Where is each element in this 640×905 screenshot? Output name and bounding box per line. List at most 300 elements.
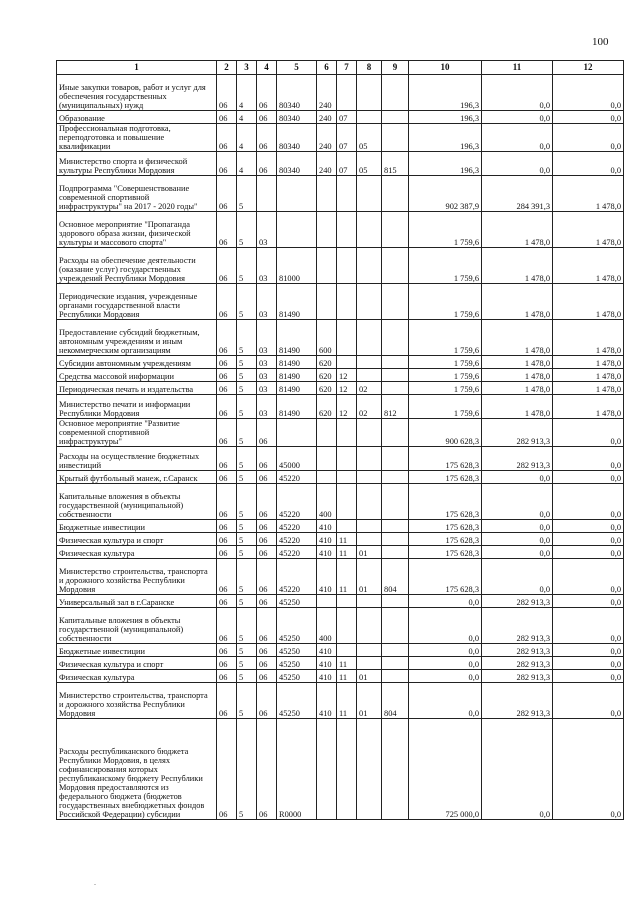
amount-cell: 0,0 [409,644,482,657]
table-row [57,419,624,447]
amount-cell: 1 759,6 [409,395,482,419]
row-name-cell: Основное мероприятие "Пропаганда здорового образа жизни, физической культуры и массового спорта" [57,212,217,248]
table-row [57,683,624,719]
amount-cell: 1 759,6 [409,320,482,356]
amount-cell: 1 478,0 [482,395,553,419]
code-cell [357,356,382,369]
amount-cell: 0,0 [553,595,624,608]
code-cell: 80340 [277,111,317,124]
amount-cell: 282 913,3 [482,670,553,683]
code-cell: 80340 [277,75,317,111]
row-name-cell: Физическая культура [57,670,217,683]
amount-cell: 175 628,3 [409,471,482,484]
code-cell [382,419,409,447]
code-cell: 5 [237,533,257,546]
code-cell: 815 [382,152,409,176]
code-cell [317,212,337,248]
code-cell [382,382,409,395]
code-cell [382,284,409,320]
amount-cell: 725 000,0 [409,719,482,820]
code-cell: 5 [237,382,257,395]
code-cell: 5 [237,284,257,320]
table-row [57,719,624,820]
budget-table [56,60,624,820]
code-cell [357,284,382,320]
column-header: 9 [382,61,409,75]
amount-cell: 175 628,3 [409,533,482,546]
code-cell: 03 [257,395,277,419]
amount-cell: 1 478,0 [482,356,553,369]
code-cell: 06 [217,369,237,382]
code-cell: 06 [217,683,237,719]
row-name-cell: Расходы на обеспечение деятельности (оказание услуг) государственных учреждений Республики Мордовия [57,248,217,284]
code-cell [382,657,409,670]
table-row [57,111,624,124]
code-cell: 240 [317,75,337,111]
amount-cell: 0,0 [553,608,624,644]
code-cell: 5 [237,670,257,683]
code-cell: 06 [217,284,237,320]
table-row [57,484,624,520]
table-row [57,176,624,212]
code-cell: 11 [337,657,357,670]
code-cell [382,533,409,546]
code-cell [382,595,409,608]
amount-cell: 0,0 [482,484,553,520]
code-cell: 45220 [277,471,317,484]
code-cell: 06 [257,447,277,471]
code-cell: 06 [217,320,237,356]
code-cell: 81490 [277,356,317,369]
code-cell [317,419,337,447]
amount-cell: 0,0 [482,719,553,820]
code-cell [277,212,317,248]
code-cell: 06 [257,559,277,595]
code-cell [337,284,357,320]
code-cell: 06 [257,608,277,644]
code-cell: 410 [317,546,337,559]
amount-cell: 1 759,6 [409,356,482,369]
row-name-cell: Периодические издания, учрежденные органами государственной власти Республики Мордовия [57,284,217,320]
code-cell [277,176,317,212]
code-cell: 06 [257,75,277,111]
code-cell: 81490 [277,320,317,356]
code-cell [337,719,357,820]
row-name-cell: Периодическая печать и издательства [57,382,217,395]
amount-cell: 1 478,0 [553,248,624,284]
code-cell [337,248,357,284]
column-header: 5 [277,61,317,75]
table-row [57,320,624,356]
code-cell [317,471,337,484]
amount-cell: 0,0 [553,683,624,719]
code-cell: 06 [217,670,237,683]
code-cell [382,75,409,111]
amount-cell: 196,3 [409,75,482,111]
code-cell [317,176,337,212]
amount-cell: 175 628,3 [409,447,482,471]
table-row [57,644,624,657]
code-cell: 01 [357,546,382,559]
row-name-cell: Физическая культура [57,546,217,559]
code-cell: 01 [357,559,382,595]
code-cell: 410 [317,559,337,595]
code-cell: 400 [317,484,337,520]
amount-cell: 1 478,0 [482,382,553,395]
column-header: 4 [257,61,277,75]
code-cell: 45250 [277,657,317,670]
amount-cell: 175 628,3 [409,520,482,533]
code-cell: 81490 [277,369,317,382]
code-cell: 80340 [277,152,317,176]
code-cell: 06 [257,644,277,657]
row-name-cell: Расходы республиканского бюджета Республики Мордовия, в целях софинансирования которых республиканскому бюджету Республики Мордовия предоставляются из федерального бюджета (бюджетов государственных внебюджетных фондов Российской Федерации) субсидии [57,719,217,820]
code-cell [382,124,409,152]
row-name-cell: Министерство строительства, транспорта и дорожного хозяйства Республики Мордовия [57,559,217,595]
code-cell: 80340 [277,124,317,152]
code-cell [357,75,382,111]
amount-cell: 0,0 [482,520,553,533]
code-cell [337,484,357,520]
code-cell: 45250 [277,683,317,719]
code-cell [382,369,409,382]
amount-cell: 1 478,0 [553,395,624,419]
amount-cell: 0,0 [409,608,482,644]
code-cell [337,176,357,212]
code-cell: 410 [317,644,337,657]
amount-cell: 1 478,0 [482,248,553,284]
code-cell: 06 [257,719,277,820]
code-cell: 11 [337,670,357,683]
amount-cell: 1 478,0 [553,356,624,369]
code-cell: 03 [257,320,277,356]
code-cell [357,419,382,447]
table-row [57,75,624,111]
table-row [57,124,624,152]
code-cell: 620 [317,369,337,382]
code-cell [382,719,409,820]
code-cell: 4 [237,111,257,124]
code-cell [317,248,337,284]
row-name-cell: Образование [57,111,217,124]
code-cell: 12 [337,382,357,395]
column-header: 11 [482,61,553,75]
code-cell [357,212,382,248]
code-cell: 45220 [277,484,317,520]
code-cell: 07 [337,124,357,152]
code-cell: 06 [217,447,237,471]
code-cell: 5 [237,248,257,284]
code-cell: 12 [337,395,357,419]
table-row [57,356,624,369]
code-cell: 5 [237,719,257,820]
code-cell: 06 [257,124,277,152]
code-cell: 06 [217,356,237,369]
amount-cell: 0,0 [553,559,624,595]
code-cell: 5 [237,212,257,248]
amount-cell: 0,0 [482,111,553,124]
code-cell: 06 [257,546,277,559]
code-cell [382,356,409,369]
code-cell [382,608,409,644]
amount-cell: 0,0 [482,75,553,111]
amount-cell: 1 478,0 [482,369,553,382]
code-cell: 03 [257,248,277,284]
code-cell: 02 [357,395,382,419]
code-cell: R0000 [277,719,317,820]
code-cell: 01 [357,670,382,683]
code-cell: 06 [217,595,237,608]
code-cell: 804 [382,683,409,719]
code-cell: 45250 [277,608,317,644]
row-name-cell: Капитальные вложения в объекты государственной (муниципальной) собственности [57,484,217,520]
code-cell: 06 [257,533,277,546]
table-row [57,520,624,533]
code-cell: 5 [237,471,257,484]
code-cell [357,471,382,484]
code-cell: 240 [317,111,337,124]
code-cell [357,644,382,657]
code-cell: 07 [337,152,357,176]
code-cell [357,369,382,382]
column-header: 12 [553,61,624,75]
code-cell [382,644,409,657]
row-name-cell: Предоставление субсидий бюджетным, автономным учреждениям и иным некоммерческим организациям [57,320,217,356]
code-cell: 06 [257,111,277,124]
column-header: 1 [57,61,217,75]
code-cell [382,520,409,533]
code-cell: 81490 [277,284,317,320]
table-row [57,395,624,419]
code-cell [317,447,337,471]
code-cell: 620 [317,356,337,369]
amount-cell: 1 759,6 [409,369,482,382]
code-cell [337,419,357,447]
code-cell: 11 [337,533,357,546]
code-cell: 06 [217,657,237,670]
row-name-cell: Министерство печати и информации Республики Мордовия [57,395,217,419]
code-cell: 06 [217,248,237,284]
code-cell [337,356,357,369]
code-cell: 06 [257,657,277,670]
amount-cell: 282 913,3 [482,447,553,471]
code-cell: 06 [217,719,237,820]
code-cell [337,595,357,608]
code-cell: 5 [237,320,257,356]
amount-cell: 282 913,3 [482,644,553,657]
code-cell: 03 [257,382,277,395]
code-cell: 45250 [277,595,317,608]
amount-cell: 0,0 [553,657,624,670]
amount-cell: 0,0 [409,657,482,670]
code-cell [337,608,357,644]
amount-cell: 1 759,6 [409,382,482,395]
amount-cell: 1 478,0 [553,320,624,356]
code-cell: 06 [217,124,237,152]
code-cell: 11 [337,546,357,559]
amount-cell: 175 628,3 [409,559,482,595]
code-cell: 06 [257,471,277,484]
code-cell [337,644,357,657]
code-cell: 5 [237,559,257,595]
code-cell: 06 [217,559,237,595]
amount-cell: 900 628,3 [409,419,482,447]
amount-cell: 282 913,3 [482,595,553,608]
amount-cell: 0,0 [482,124,553,152]
code-cell: 4 [237,75,257,111]
code-cell [382,670,409,683]
amount-cell: 0,0 [553,484,624,520]
amount-cell: 0,0 [482,559,553,595]
code-cell [337,520,357,533]
code-cell: 01 [357,683,382,719]
row-name-cell: Основное мероприятие "Развитие современной спортивной инфраструктуры" [57,419,217,447]
code-cell: 06 [217,419,237,447]
header-row [57,61,624,75]
code-cell: 5 [237,395,257,419]
amount-cell: 0,0 [409,670,482,683]
table-row [57,382,624,395]
amount-cell: 1 478,0 [482,284,553,320]
code-cell: 5 [237,447,257,471]
code-cell [337,447,357,471]
code-cell: 06 [217,533,237,546]
code-cell: 06 [217,212,237,248]
amount-cell: 1 478,0 [553,284,624,320]
row-name-cell: Физическая культура и спорт [57,657,217,670]
code-cell: 5 [237,608,257,644]
code-cell: 06 [217,484,237,520]
code-cell: 5 [237,356,257,369]
amount-cell: 0,0 [553,471,624,484]
code-cell [277,419,317,447]
table-row [57,284,624,320]
code-cell: 05 [357,124,382,152]
table-row [57,670,624,683]
code-cell [382,546,409,559]
code-cell: 5 [237,369,257,382]
code-cell: 45220 [277,546,317,559]
amount-cell: 0,0 [553,124,624,152]
code-cell: 45250 [277,644,317,657]
amount-cell: 0,0 [409,595,482,608]
code-cell: 06 [257,670,277,683]
code-cell: 03 [257,356,277,369]
amount-cell: 0,0 [553,447,624,471]
code-cell: 06 [257,683,277,719]
amount-cell: 0,0 [553,419,624,447]
code-cell: 06 [257,152,277,176]
code-cell: 240 [317,152,337,176]
code-cell: 07 [337,111,357,124]
amount-cell: 175 628,3 [409,546,482,559]
code-cell: 240 [317,124,337,152]
code-cell [337,75,357,111]
code-cell: 620 [317,382,337,395]
amount-cell: 196,3 [409,111,482,124]
column-header: 6 [317,61,337,75]
column-header: 7 [337,61,357,75]
code-cell: 06 [217,546,237,559]
row-name-cell: Подпрограмма "Совершенствование современной спортивной инфраструктуры" на 2017 - 2020 годы" [57,176,217,212]
code-cell: 4 [237,124,257,152]
code-cell [382,447,409,471]
amount-cell: 0,0 [482,152,553,176]
code-cell: 03 [257,284,277,320]
code-cell: 45250 [277,670,317,683]
amount-cell: 0,0 [553,533,624,546]
amount-cell: 0,0 [553,719,624,820]
row-name-cell: Субсидии автономным учреждениям [57,356,217,369]
code-cell: 45220 [277,559,317,595]
code-cell: 410 [317,520,337,533]
code-cell [357,484,382,520]
table-row [57,608,624,644]
amount-cell: 0,0 [553,644,624,657]
row-name-cell: Бюджетные инвестиции [57,520,217,533]
table-row [57,248,624,284]
code-cell: 02 [357,382,382,395]
code-cell: 410 [317,670,337,683]
code-cell: 5 [237,683,257,719]
column-header: 2 [217,61,237,75]
code-cell: 5 [237,595,257,608]
code-cell: 06 [217,176,237,212]
row-name-cell: Универсальный зал в г.Саранске [57,595,217,608]
row-name-cell: Министерство спорта и физической культуры Республики Мордовия [57,152,217,176]
amount-cell: 1 478,0 [482,212,553,248]
code-cell: 5 [237,546,257,559]
code-cell: 06 [217,111,237,124]
amount-cell: 196,3 [409,124,482,152]
row-name-cell: Бюджетные инвестиции [57,644,217,657]
code-cell: 06 [217,75,237,111]
amount-cell: 902 387,9 [409,176,482,212]
code-cell: 06 [257,419,277,447]
column-header: 3 [237,61,257,75]
amount-cell: 0,0 [553,670,624,683]
column-header: 10 [409,61,482,75]
table-row [57,152,624,176]
code-cell [357,719,382,820]
code-cell: 812 [382,395,409,419]
code-cell [357,320,382,356]
amount-cell: 0,0 [553,520,624,533]
code-cell [317,595,337,608]
code-cell [357,447,382,471]
code-cell [317,284,337,320]
amount-cell: 0,0 [482,471,553,484]
amount-cell: 175 628,3 [409,484,482,520]
table-row [57,657,624,670]
code-cell: 06 [257,484,277,520]
code-cell: 410 [317,657,337,670]
code-cell: 4 [237,152,257,176]
table-row [57,546,624,559]
amount-cell: 196,3 [409,152,482,176]
code-cell: 06 [217,382,237,395]
amount-cell: 1 759,6 [409,248,482,284]
row-name-cell: Физическая культура и спорт [57,533,217,546]
code-cell: 5 [237,419,257,447]
code-cell [337,212,357,248]
code-cell [357,111,382,124]
column-header: 8 [357,61,382,75]
code-cell [357,248,382,284]
code-cell [357,520,382,533]
table-row [57,595,624,608]
amount-cell: 0,0 [553,152,624,176]
